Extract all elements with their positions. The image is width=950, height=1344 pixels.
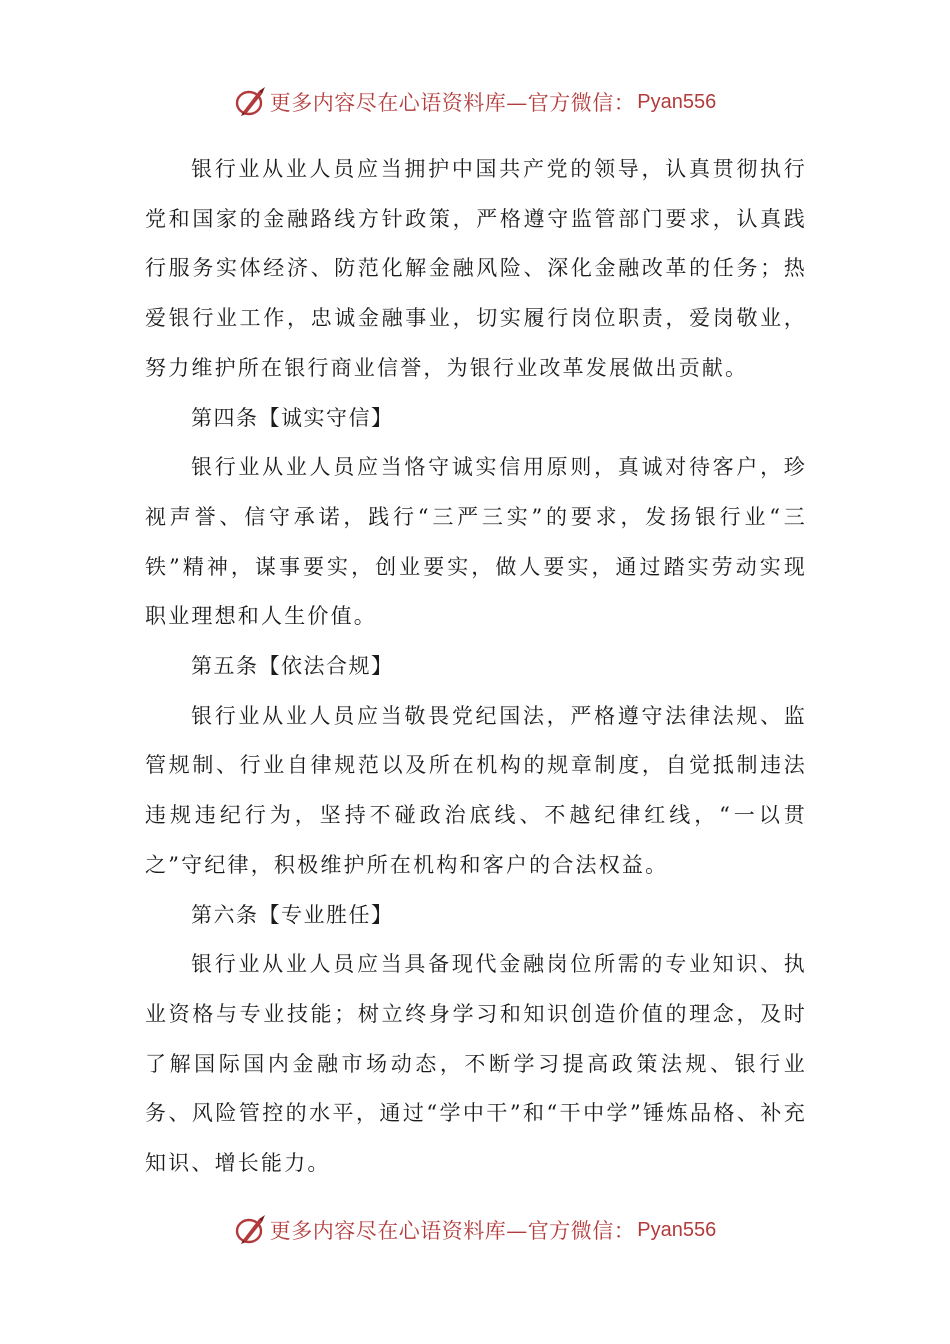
header-watermark-banner	[0, 80, 950, 124]
quill-pen-logo-icon	[234, 85, 268, 119]
wechat-id: Pyan556	[637, 1218, 717, 1241]
article-6-paragraph: 银行业从业人员应当具备现代金融岗位所需的专业知识、执业资格与专业技能；树立终身学习和知识创造价值的理念，及时了解国际国内金融市场动态，不断学习提高政策法规、银行业务、风险管控的水平，通过“学中干”和“干中学”锤炼品格、补充知识、增长能力。	[145, 952, 807, 1176]
footer-watermark-banner	[0, 1208, 950, 1252]
article-5-heading: 第五条【依法合规】	[191, 654, 394, 679]
article-5-paragraph: 银行业从业人员应当敬畏党纪国法，严格遵守法律法规、监管规制、行业自律规范以及所在机构的规章制度，自觉抵制违法违规违纪行为，坚持不碰政治底线、不越纪律红线，“一以贯之”守纪律，积极维护所在机构和客户的合法权益。	[145, 703, 807, 877]
intro-paragraph: 银行业从业人员应当拥护中国共产党的领导，认真贯彻执行党和国家的金融路线方针政策，严格遵守监管部门要求，认真践行服务实体经济、防范化解金融风险、深化金融改革的任务；热爱银行业工作，忠诚金融事业，切实履行岗位职责，爱岗敬业，努力维护所在银行商业信誉，为银行业改革发展做出贡献。	[145, 157, 807, 380]
watermark-text: 更多内容尽在心语资料库—官方微信：	[269, 91, 636, 115]
wechat-id: Pyan556	[637, 90, 717, 113]
document-body	[145, 145, 807, 1189]
article-4-heading: 第四条【诚实守信】	[191, 405, 394, 430]
quill-pen-logo-icon	[234, 1213, 268, 1247]
article-4-paragraph: 银行业从业人员应当恪守诚实信用原则，真诚对待客户，珍视声誉、信守承诺，践行“三严三实”的要求，发扬银行业“三铁”精神，谋事要实，创业要实，做人要实，通过踏实劳动实现职业理想和人生价值。	[145, 455, 807, 629]
watermark-text: 更多内容尽在心语资料库—官方微信：	[269, 1219, 636, 1243]
article-6-heading: 第六条【专业胜任】	[191, 902, 394, 927]
